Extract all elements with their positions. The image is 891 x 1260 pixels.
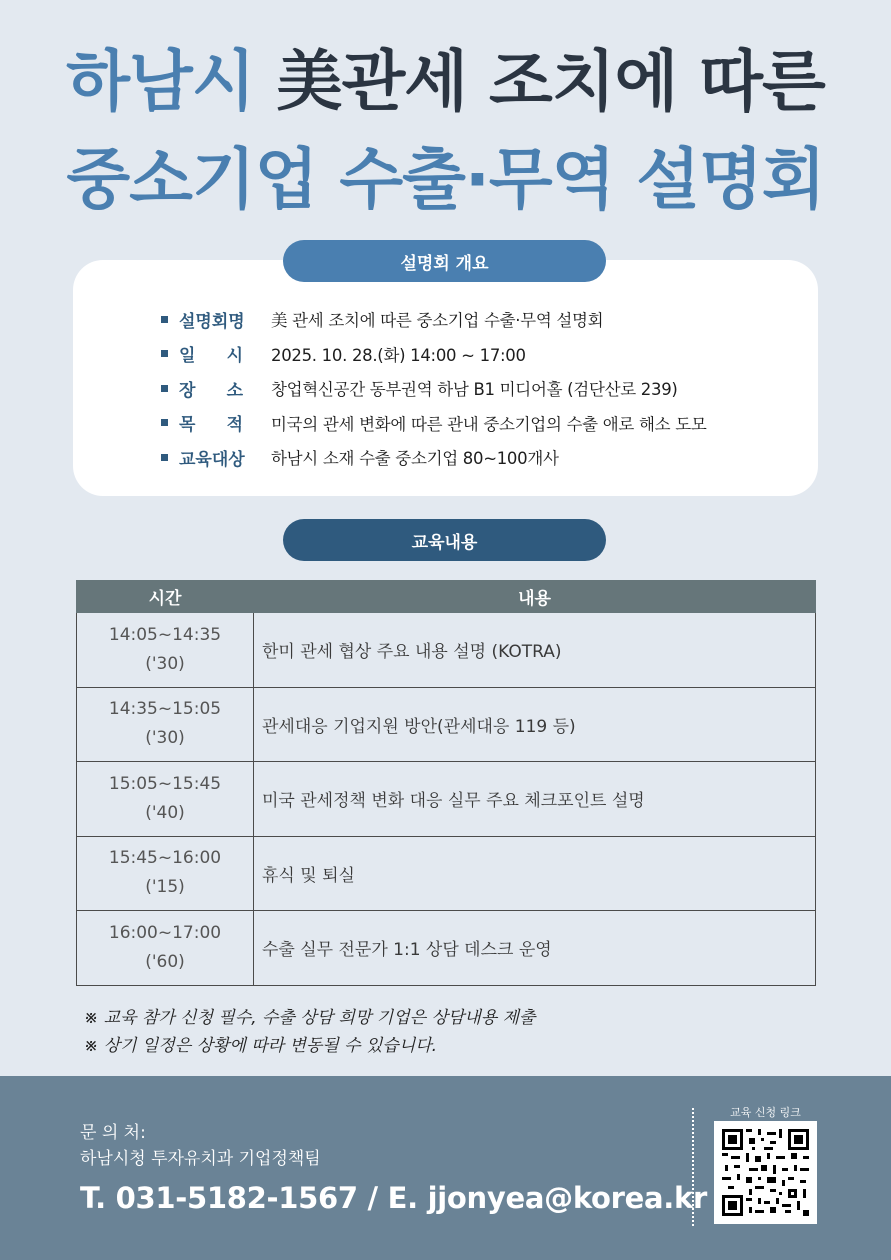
- time-cell: [77, 687, 254, 762]
- overview-label: 목 적: [179, 415, 243, 436]
- duration: ('60): [145, 951, 185, 972]
- content-cell: 수출 실무 전문가 1:1 상담 데스크 운영: [254, 911, 816, 986]
- notes: [84, 1004, 535, 1060]
- overview-heading: 설명회 개요: [283, 240, 606, 282]
- overview-label: 설명회명: [179, 311, 245, 332]
- contact-department: 하남시청 투자유치과 기업정책팀: [80, 1149, 321, 1169]
- overview-list: [161, 302, 706, 475]
- content-cell: 휴식 및 퇴실: [254, 836, 816, 911]
- duration: ('40): [145, 802, 185, 823]
- overview-label: 교육대상: [179, 449, 245, 470]
- title-city: 하남시: [66, 43, 255, 120]
- overview-item: [161, 440, 706, 475]
- bullet-square-icon: [161, 419, 168, 426]
- time-cell: [77, 762, 254, 837]
- title-line-1: [0, 36, 891, 128]
- time-cell: [77, 836, 254, 911]
- page-title: [0, 36, 891, 226]
- duration: ('15): [145, 877, 185, 898]
- overview-value: 美 관세 조치에 따른 중소기업 수출·무역 설명회: [271, 311, 604, 331]
- overview-item: [161, 337, 706, 372]
- bullet-square-icon: [161, 385, 168, 392]
- overview-label: 장 소: [179, 380, 243, 401]
- qr-code-icon[interactable]: [714, 1121, 817, 1224]
- table-row: [77, 687, 816, 762]
- table-row: [77, 613, 816, 688]
- qr-code-graphic: [722, 1129, 809, 1216]
- content-cell: 미국 관세정책 변화 대응 실무 주요 체크포인트 설명: [254, 762, 816, 837]
- table-row: [77, 911, 816, 986]
- time-range: 15:05~15:45: [108, 773, 222, 794]
- title-line-2: 중소기업 수출·무역 설명회: [66, 141, 825, 218]
- content-cell: 관세대응 기업지원 방안(관세대응 119 등): [254, 687, 816, 762]
- overview-card: [73, 260, 818, 496]
- overview-value: 미국의 관세 변화에 따른 관내 중소기업의 수출 애로 해소 도모: [271, 414, 707, 434]
- title-topic: 美관세 조치에 따른: [276, 43, 825, 120]
- contact-label: 문 의 처:: [80, 1123, 146, 1143]
- note-line: ※ 상기 일정은 상황에 따라 변동될 수 있습니다.: [84, 1036, 438, 1056]
- education-heading: 교육내용: [283, 519, 606, 561]
- table-row: [77, 836, 816, 911]
- overview-label: 일 시: [179, 346, 243, 367]
- content-cell: 한미 관세 협상 주요 내용 설명 (KOTRA): [254, 613, 816, 688]
- table-row: [77, 762, 816, 837]
- time-cell: [77, 911, 254, 986]
- duration: ('30): [145, 728, 185, 749]
- schedule-table: [76, 580, 816, 986]
- time-range: 14:35~15:05: [108, 699, 222, 720]
- overview-item: [161, 371, 706, 406]
- qr-caption: 교육 신청 링크: [730, 1106, 801, 1119]
- time-range: 15:45~16:00: [108, 848, 222, 869]
- dotted-divider: [692, 1108, 694, 1226]
- overview-value: 하남시 소재 수출 중소기업 80~100개사: [271, 449, 559, 469]
- column-header-content: 내용: [254, 581, 816, 613]
- overview-item: [161, 406, 706, 441]
- duration: ('30): [145, 653, 185, 674]
- note-line: ※ 교육 참가 신청 필수, 수출 상담 희망 기업은 상담내용 제출: [84, 1008, 536, 1028]
- bullet-square-icon: [161, 350, 168, 357]
- overview-value: 2025. 10. 28.(화) 14:00 ~ 17:00: [271, 345, 526, 365]
- contact-phone-email: T. 031-5182-1567 / E. jjonyea@korea.kr: [80, 1181, 707, 1215]
- overview-item: [161, 302, 706, 337]
- time-cell: [77, 613, 254, 688]
- bullet-square-icon: [161, 316, 168, 323]
- time-range: 14:05~14:35: [108, 624, 222, 645]
- bullet-square-icon: [161, 454, 168, 461]
- overview-value: 창업혁신공간 동부권역 하남 B1 미디어홀 (검단산로 239): [271, 380, 678, 400]
- column-header-time: 시간: [77, 581, 254, 613]
- time-range: 16:00~17:00: [108, 922, 222, 943]
- table-header-row: [77, 581, 816, 613]
- footer: [0, 1076, 891, 1260]
